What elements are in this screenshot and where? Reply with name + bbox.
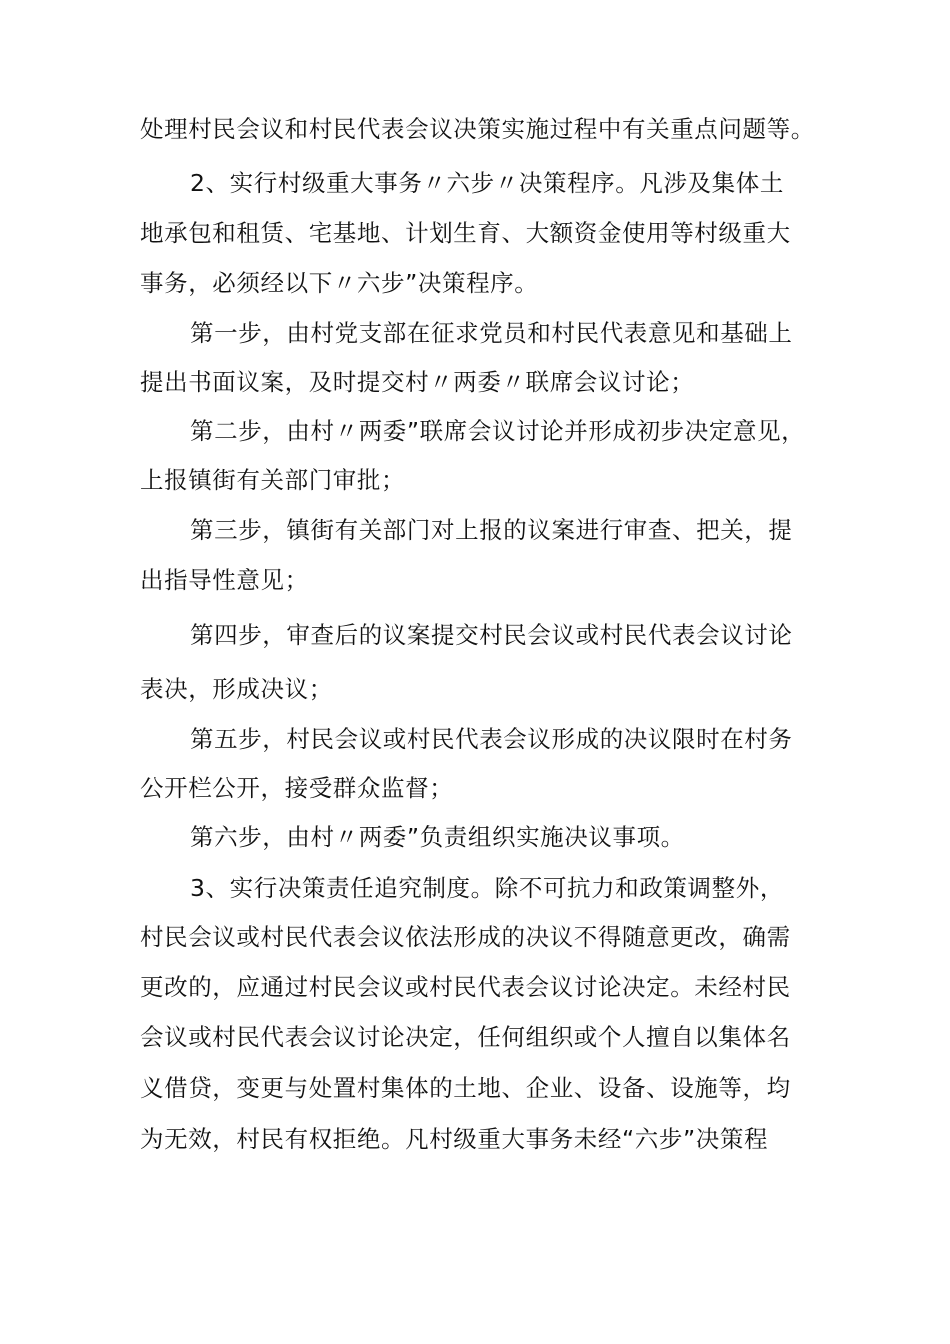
text-line: 3、实行决策责任追究制度。除不可抗力和政策调整外， [190, 874, 784, 902]
text-line: 第一步，由村党支部在征求党员和村民代表意见和基础上 [190, 319, 793, 347]
text-line: 上报镇街有关部门审批； [140, 466, 406, 494]
text-line: 第三步，镇街有关部门对上报的议案进行审查、把关，提 [190, 516, 793, 544]
text-line: 第六步，由村〃两委”负责组织实施决议事项。 [190, 823, 685, 851]
text-line: 会议或村民代表会议讨论决定，任何组织或个人擅自以集体名 [140, 1023, 791, 1051]
text-line: 第二步，由村〃两委”联席会议讨论并形成初步决定意见， [190, 417, 806, 445]
text-line: 第五步，村民会议或村民代表会议形成的决议限时在村务 [190, 725, 793, 753]
text-line: 事务，必须经以下〃六步”决策程序。 [140, 269, 539, 297]
text-line: 表决，形成决议； [140, 675, 333, 703]
text-line: 第四步，审查后的议案提交村民会议或村民代表会议讨论 [190, 621, 793, 649]
text-line: 公开栏公开，接受群众监督； [140, 774, 454, 802]
text-line: 2、实行村级重大事务〃六步〃决策程序。凡涉及集体土 [190, 169, 784, 197]
text-line: 地承包和租赁、宅基地、计划生育、大额资金使用等村级重大 [140, 219, 791, 247]
text-line: 提出书面议案，及时提交村〃两委〃联席会议讨论； [140, 368, 695, 396]
text-line: 义借贷，变更与处置村集体的土地、企业、设备、设施等，均 [140, 1074, 791, 1102]
text-line: 村民会议或村民代表会议依法形成的决议不得随意更改，确需 [140, 923, 791, 951]
text-line: 为无效，村民有权拒绝。凡村级重大事务未经“六步”决策程 [140, 1125, 769, 1153]
text-line: 更改的，应通过村民会议或村民代表会议讨论决定。未经村民 [140, 973, 791, 1001]
text-line: 处理村民会议和村民代表会议决策实施过程中有关重点问题等。 [140, 115, 815, 143]
text-line: 出指导性意见； [140, 566, 309, 594]
